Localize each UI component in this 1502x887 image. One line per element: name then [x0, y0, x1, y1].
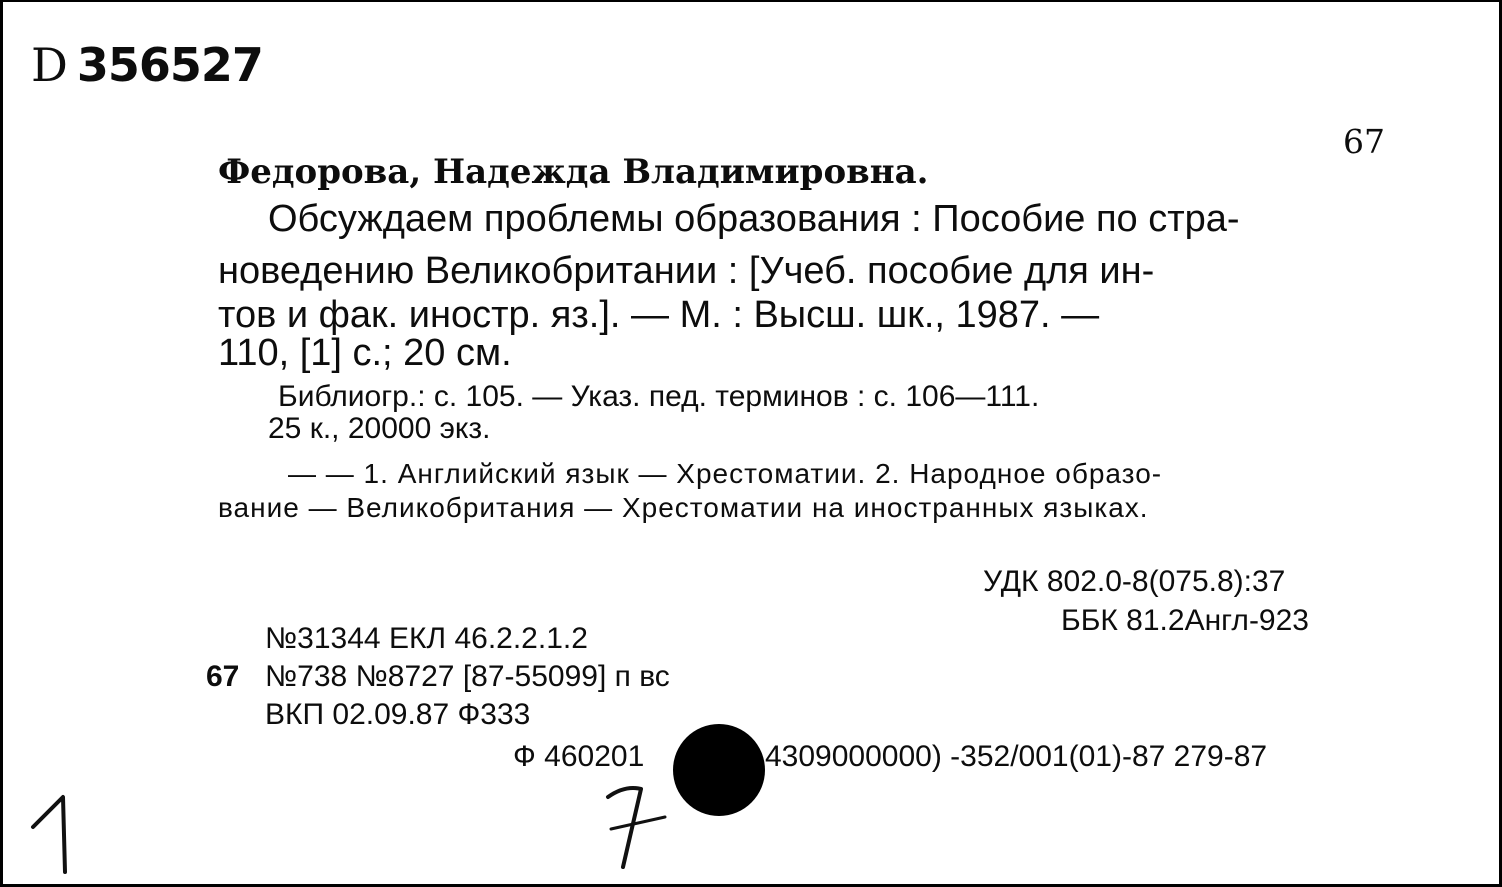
- code-line-left: Ф 460201: [513, 740, 645, 773]
- subject-line: — — 1. Английский язык — Хрестоматии. 2. Народное образо-: [288, 458, 1163, 489]
- title-line: новедению Великобритании : [Учеб. пособие для ин-: [218, 250, 1155, 292]
- title-line: Обсуждаем проблемы образования : Пособие по стра-: [268, 198, 1240, 240]
- title-line: тов и фак. иностр. яз.]. — М. : Высш. шк., 1987. —: [218, 294, 1100, 336]
- card-number: [31, 38, 263, 92]
- card-number-value: 356527: [76, 38, 263, 92]
- udk-code: УДК 802.0-8(075.8):37: [983, 565, 1286, 598]
- title-line: 110, [1] с.; 20 см.: [218, 332, 512, 374]
- code-line-right: 4309000000) -352/001(01)-87 279-87: [765, 740, 1268, 773]
- handwritten-one: [23, 792, 83, 877]
- bbk-code: ББК 81.2Англ-923: [1061, 604, 1309, 637]
- registry-line: ВКП 02.09.87 Ф333: [265, 698, 531, 731]
- registry-line: №738 №8727 [87-55099] п вс: [265, 660, 670, 693]
- page-number: 67: [1343, 122, 1385, 161]
- subject-line: вание — Великобритания — Хрестоматии на иностранных языках.: [218, 492, 1149, 523]
- price-note: 25 к., 20000 экз.: [268, 412, 491, 445]
- handwritten-seven: [603, 777, 673, 872]
- registry-line: №31344 ЕКЛ 46.2.2.1.2: [265, 622, 588, 655]
- bibliography-note: Библиогр.: с. 105. — Указ. пед. терминов : с. 106—111.: [278, 380, 1040, 413]
- author-heading: Федорова, Надежда Владимировна.: [218, 152, 929, 192]
- card-number-prefix: D: [31, 38, 67, 92]
- punch-hole: [673, 724, 765, 816]
- registry-prefix: 67: [206, 660, 240, 693]
